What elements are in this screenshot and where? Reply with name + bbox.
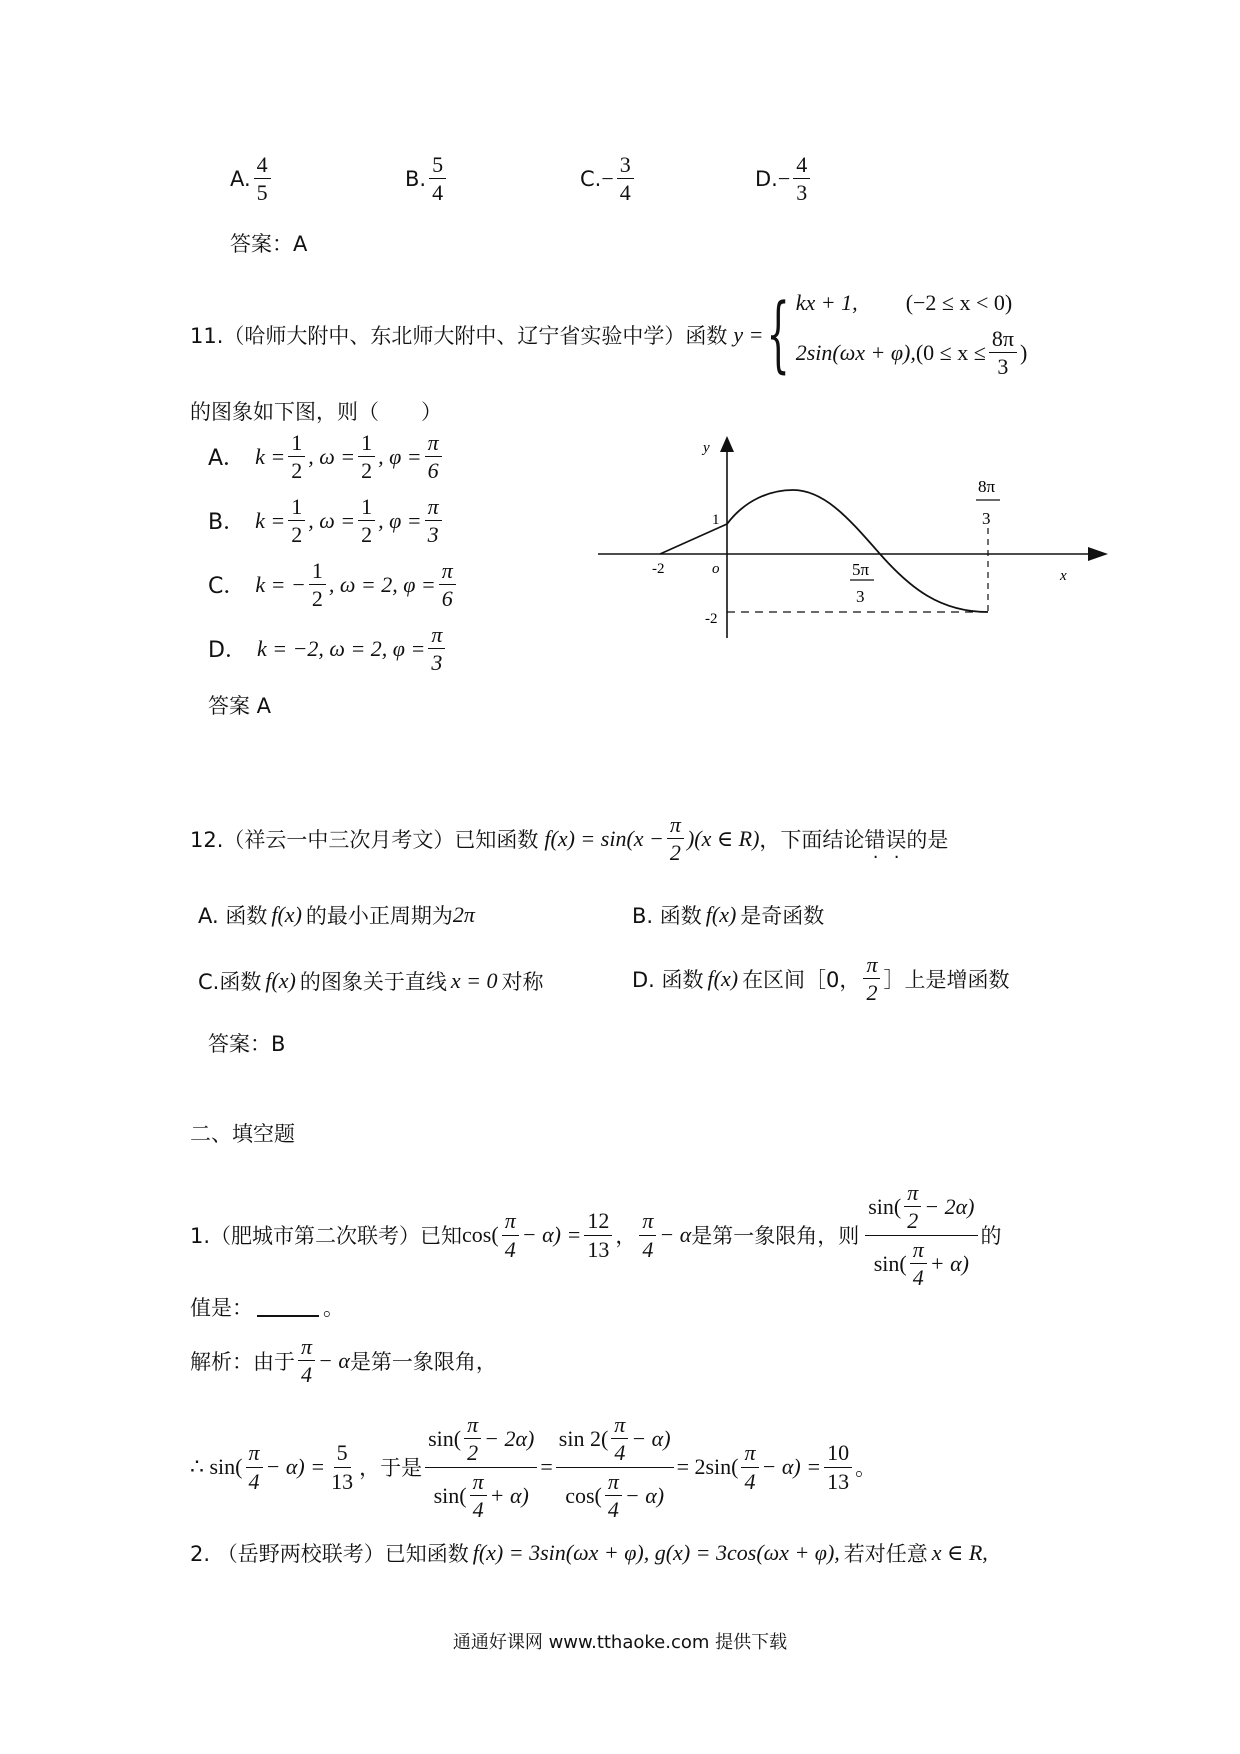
fraction (910, 1237, 927, 1291)
q12-stem-text-3: 的是 (906, 827, 949, 852)
case-2 (796, 326, 1028, 380)
k-omega-phi-eq: k = −2, ω = 2, φ = (256, 635, 426, 661)
denominator: 13 (331, 1468, 354, 1494)
q12-answer: 答案：B (208, 1032, 286, 1056)
denominator: 6 (441, 586, 453, 612)
option-text-tail: ］上是增函数 (883, 967, 1010, 992)
expr: − α (659, 1222, 692, 1248)
tick-numerator: 5π (852, 560, 870, 579)
function-expr: f(x) = sin(x − (544, 825, 664, 851)
fraction (439, 558, 456, 612)
q11-answer: 答案 A (208, 694, 272, 718)
case-1-expr: kx + 1, (795, 290, 858, 315)
fraction (904, 1180, 921, 1234)
q11-option-b (208, 494, 445, 548)
expr: = 2sin( (676, 1454, 739, 1480)
expr: − α) (631, 1426, 671, 1452)
expr: − 2α) (484, 1426, 535, 1452)
sin: sin( (873, 1250, 907, 1276)
tick-label-y-neg2: -2 (705, 611, 718, 627)
domain-expr: x ∈ R, (931, 1540, 988, 1565)
fraction (617, 152, 634, 206)
denominator: 4 (301, 1362, 313, 1388)
numerator: π (428, 622, 445, 649)
denominator (871, 1236, 972, 1291)
denominator: 4 (472, 1496, 484, 1522)
expr: + α) (929, 1250, 970, 1276)
omega-phi-eq: , ω = 2, φ = (328, 571, 436, 597)
expr: − α) = (265, 1454, 326, 1480)
numerator (865, 1180, 977, 1236)
piecewise-cases (796, 290, 1028, 380)
denominator: 2 (361, 458, 373, 484)
k-eq: k = (255, 507, 286, 533)
omega-eq: , ω = (308, 443, 356, 469)
denominator: 2 (907, 1208, 919, 1234)
solution-text-2: 是第一象限角， (349, 1349, 497, 1374)
expr: − α (318, 1347, 350, 1373)
x-axis (598, 547, 1108, 561)
cos-func: cos( (462, 1222, 499, 1248)
numerator: π (741, 1440, 758, 1467)
q11-option-a (208, 430, 445, 484)
denominator: 3 (997, 354, 1009, 380)
fraction (425, 494, 442, 548)
numerator: π (863, 952, 880, 979)
expr: + α) (489, 1482, 529, 1508)
numerator (556, 1412, 674, 1468)
sin: sin( (428, 1426, 462, 1452)
fraction (464, 1412, 481, 1466)
phi-eq: , φ = (378, 443, 422, 469)
solution-text: 解析：由于 (190, 1349, 295, 1374)
comma: ， (615, 1224, 637, 1249)
denominator: 2 (291, 522, 303, 548)
denominator: 6 (427, 458, 439, 484)
equals: = (540, 1454, 553, 1480)
fraction (246, 1440, 263, 1494)
section-title: 二、填空题 (190, 1122, 295, 1146)
q10-option-b (405, 152, 449, 206)
fraction (793, 152, 810, 206)
big-fraction (556, 1412, 674, 1522)
denominator: 4 (432, 180, 444, 206)
period: 。 (855, 1456, 877, 1481)
denominator: 4 (619, 180, 631, 206)
option-label: A． (208, 446, 246, 472)
numerator: 4 (254, 152, 271, 179)
denominator: 3 (427, 522, 439, 548)
text-yu: ，于是 (359, 1456, 423, 1481)
option-label: A. (230, 166, 251, 191)
sin: sin 2( (558, 1426, 609, 1452)
numerator: 5 (429, 152, 446, 179)
option-text-mid: 在区间［0， (742, 967, 861, 992)
denominator: 2 (467, 1440, 479, 1466)
minus-sign: − (777, 165, 791, 191)
denominator: 2 (669, 840, 681, 866)
fraction (741, 1440, 758, 1494)
numerator: π (439, 558, 456, 585)
tick-numerator: 8π (978, 477, 996, 496)
q12-option-a (198, 900, 475, 930)
page-footer: 通通好课网 www.tthaoke.com 提供下载 (452, 1632, 788, 1653)
period: 。 (323, 1296, 344, 1320)
option-label: C． (208, 574, 246, 600)
numerator: 8π (989, 326, 1017, 353)
denominator: 13 (587, 1236, 610, 1262)
f1-value-line (190, 1292, 344, 1322)
x-axis-label: x (1060, 568, 1067, 584)
option-text-tail: 对称 (501, 970, 544, 994)
close-paren: ) (1019, 339, 1028, 365)
numerator: π (910, 1237, 927, 1264)
expr: − α) = (521, 1222, 582, 1248)
denominator (562, 1468, 667, 1523)
case-1-condition: (−2 ≤ x < 0) (905, 290, 1013, 315)
big-fraction (865, 1180, 977, 1290)
fraction (288, 430, 305, 484)
denominator (431, 1468, 532, 1523)
denominator: 4 (642, 1236, 654, 1262)
denominator: 4 (744, 1468, 756, 1494)
numerator: π (605, 1469, 622, 1496)
denominator: 4 (912, 1264, 924, 1290)
answer-blank (257, 1297, 319, 1317)
numerator: 1 (288, 430, 305, 457)
q12-stem (190, 812, 948, 866)
tick-label-y-1: 1 (712, 512, 720, 528)
fraction (254, 152, 271, 206)
sin: sin( (868, 1194, 902, 1220)
emphasis-char: 误 · (885, 824, 906, 854)
case-1 (796, 290, 1028, 316)
case-2-condition: (0 ≤ x ≤ (915, 339, 986, 365)
fraction (611, 1412, 628, 1466)
fraction (667, 812, 684, 866)
fraction (824, 1440, 852, 1494)
numerator: 10 (824, 1440, 852, 1467)
tick-label-5pi-3 (850, 560, 874, 606)
k-eq: k = (255, 443, 286, 469)
fraction (428, 622, 445, 676)
numerator: 5 (334, 1440, 351, 1467)
line-equation: x = 0 (450, 968, 498, 993)
expr: − 2α) (924, 1194, 975, 1220)
f1-stem (190, 1180, 1002, 1290)
denominator: 2 (311, 586, 323, 612)
emphasis-char: 错 · (864, 824, 885, 854)
value-label: 值是： (190, 1296, 253, 1320)
expr: − α) (624, 1482, 665, 1508)
fraction (328, 1440, 356, 1494)
fraction (863, 952, 880, 1006)
fraction (470, 1469, 487, 1523)
numerator: π (425, 430, 442, 457)
denominator: 4 (248, 1468, 260, 1494)
function-symbol: f(x) (265, 968, 296, 993)
f2-stem-text-2: 若对任意 (843, 1542, 928, 1566)
q12-option-d (632, 952, 1009, 1006)
therefore-sin: ∴ sin( (190, 1454, 243, 1480)
cos: cos( (565, 1482, 602, 1508)
option-text: B. 函数 (632, 904, 702, 928)
f2-stem (190, 1538, 988, 1568)
numerator (425, 1412, 537, 1468)
fraction (358, 430, 375, 484)
option-text: D. 函数 (632, 967, 704, 992)
q12-stem-text: 12.（祥云一中三次月考文）已知函数 (190, 827, 539, 852)
q10-option-d (755, 152, 813, 206)
k-eq: k = − (255, 571, 306, 597)
sin: sin( (433, 1482, 467, 1508)
phi-eq: , φ = (378, 507, 422, 533)
q11-stem-text: 11.（哈师大附中、东北师大附中、辽宁省实验中学）函数 (190, 323, 728, 348)
f1-solution-line-2 (190, 1412, 876, 1522)
numerator: π (611, 1412, 628, 1439)
f1-stem-text-3: 的 (980, 1224, 1002, 1249)
y-axis-label: y (703, 440, 710, 456)
function-domain: )(x ∈ R) (686, 825, 760, 851)
q11-option-d (208, 622, 448, 676)
function-symbol: f(x) (707, 965, 739, 991)
denominator: 4 (504, 1236, 516, 1262)
q11-function-graph (590, 430, 1110, 655)
tick-label-x-neg2: -2 (652, 561, 665, 577)
denominator: 4 (614, 1440, 626, 1466)
numerator: π (667, 812, 684, 839)
function-symbol: f(x) (271, 902, 302, 927)
denominator: 2 (291, 458, 303, 484)
omega-eq: , ω = (308, 507, 356, 533)
function-symbol: f(x) (705, 902, 737, 927)
numerator: 1 (358, 494, 375, 521)
denominator: 13 (827, 1468, 850, 1494)
q10-option-a (230, 152, 274, 206)
case-2-expr: 2sin(ωx + φ), (795, 339, 916, 365)
numerator: π (298, 1334, 315, 1361)
option-label: D. (755, 166, 778, 191)
option-text-tail: 是奇函数 (740, 904, 825, 928)
denominator: 5 (256, 180, 268, 206)
q10-option-c (580, 152, 637, 206)
option-text-mid: 的图象关于直线 (299, 970, 447, 994)
denominator: 2 (361, 522, 373, 548)
fraction (425, 430, 442, 484)
linear-segment (660, 524, 727, 554)
f1-solution-line-1 (190, 1334, 497, 1388)
functions-expr: f(x) = 3sin(ωx + φ), g(x) = 3cos(ωx + φ), (472, 1540, 840, 1565)
numerator: π (464, 1412, 481, 1439)
fraction (584, 1208, 612, 1262)
big-fraction (425, 1412, 537, 1522)
numerator: 3 (617, 152, 634, 179)
tick-denominator: 3 (982, 509, 991, 528)
option-label: D． (208, 638, 247, 664)
fraction (288, 494, 305, 548)
fraction (605, 1469, 622, 1523)
denominator: 3 (431, 650, 443, 676)
denominator: 2 (866, 980, 878, 1006)
numerator: π (470, 1469, 487, 1496)
numerator: π (639, 1208, 656, 1235)
denominator: 4 (607, 1496, 619, 1522)
fraction (358, 494, 375, 548)
origin-label: o (712, 561, 720, 577)
fraction (989, 326, 1017, 380)
numerator: 1 (309, 558, 326, 585)
option-text-tail: 的最小正周期为 (305, 904, 453, 928)
fraction (298, 1334, 315, 1388)
option-text: C.函数 (198, 970, 262, 994)
numerator: π (425, 494, 442, 521)
numerator: 1 (288, 494, 305, 521)
q12-stem-text-2: ，下面结论 (759, 827, 865, 852)
option-label: C. (580, 166, 602, 191)
numerator: π (904, 1180, 921, 1207)
numerator: 1 (358, 430, 375, 457)
f2-stem-text: 2. （岳野两校联考）已知函数 (190, 1542, 469, 1566)
fraction (639, 1208, 656, 1262)
y-axis (720, 436, 734, 638)
f1-stem-text: 1.（肥城市第二次联考）已知 (190, 1224, 463, 1249)
fraction (502, 1208, 519, 1262)
period-value: 2π (452, 902, 475, 927)
tick-denominator: 3 (856, 587, 865, 606)
f1-stem-text-2: 是第一象限角，则 (691, 1224, 860, 1249)
q11-stem-2: 的图象如下图，则（ ） (190, 400, 442, 424)
q11-stem (190, 286, 1028, 382)
denominator: 3 (796, 180, 808, 206)
piecewise-brace: { (765, 286, 790, 382)
expr: − α) = (761, 1454, 822, 1480)
option-text: A. 函数 (198, 904, 268, 928)
numerator: 12 (584, 1208, 612, 1235)
option-label: B． (208, 510, 246, 536)
numerator: π (246, 1440, 263, 1467)
minus-sign: − (601, 165, 614, 191)
tick-label-8pi-3 (976, 477, 1000, 528)
q12-option-c (198, 966, 544, 996)
y-equals: y = (733, 321, 764, 347)
q12-option-b (632, 900, 824, 930)
fraction (429, 152, 446, 206)
q11-option-c (208, 558, 459, 612)
q10-answer: 答案：A (230, 232, 308, 256)
fraction (309, 558, 326, 612)
numerator: 4 (793, 152, 810, 179)
option-label: B. (405, 166, 427, 191)
numerator: π (502, 1208, 519, 1235)
